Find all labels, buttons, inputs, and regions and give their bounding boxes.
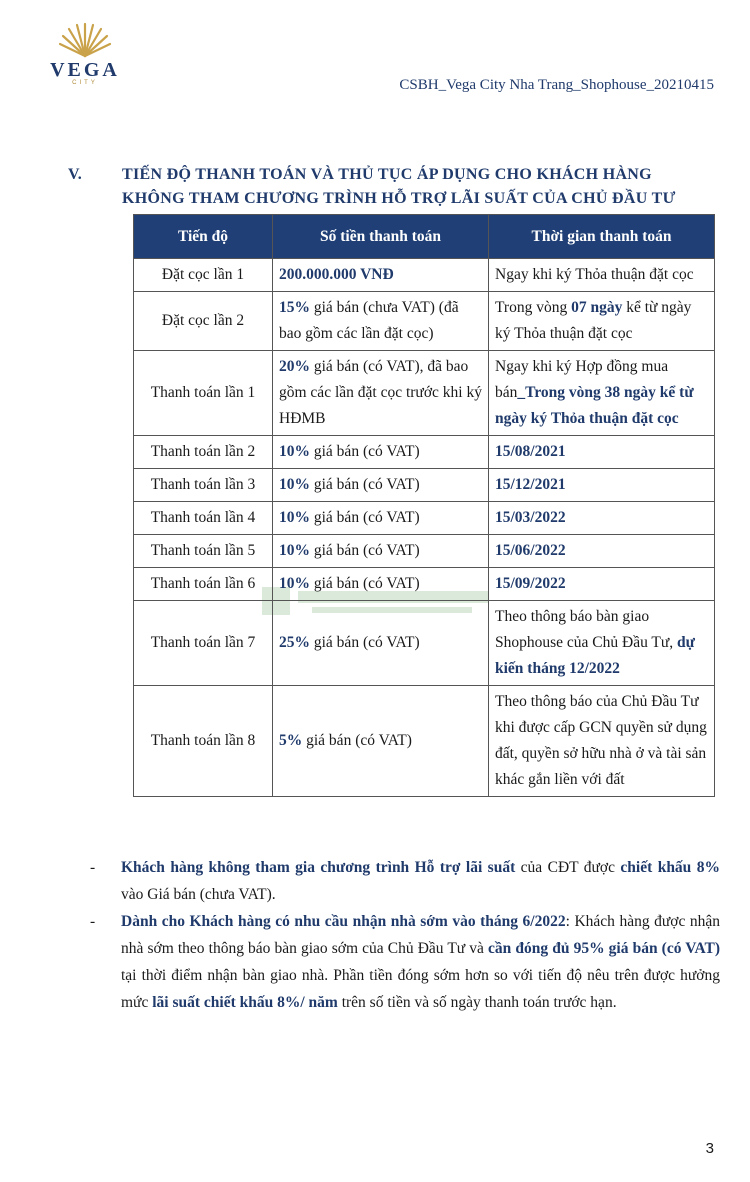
amount-desc: giá bán (có VAT) xyxy=(310,509,420,526)
section-title-line2: KHÔNG THAM CHƯƠNG TRÌNH HỖ TRỢ LÃI SUẤT CỦA CHỦ ĐẦU TƯ xyxy=(122,190,676,207)
payment-date: 15/06/2022 xyxy=(495,542,566,559)
logo-subtitle: CITY xyxy=(72,80,98,86)
section-title-line1: TIẾN ĐỘ THANH TOÁN VÀ THỦ TỤC ÁP DỤNG CHO KHÁCH HÀNG xyxy=(122,166,652,183)
amount-percent: 10% xyxy=(279,443,310,460)
time-bold: 07 ngày xyxy=(571,299,623,316)
payment-schedule-table xyxy=(133,214,715,797)
amount-cell xyxy=(273,292,489,351)
time-cell: Theo thông báo của Chủ Đầu Tư khi được cấp GCN quyền sử dụng đất, quyền sở hữu nhà ở và tài sản khác gắn liền với đất xyxy=(489,686,715,797)
section-number: V. xyxy=(68,166,83,183)
time-cell xyxy=(489,436,715,469)
amount-desc: giá bán (có VAT) xyxy=(302,732,412,749)
note-dash: - xyxy=(90,859,96,876)
stage-cell: Thanh toán lần 3 xyxy=(134,469,273,502)
amount-cell xyxy=(273,469,489,502)
time-cell xyxy=(489,469,715,502)
amount-cell xyxy=(273,686,489,797)
amount-cell xyxy=(273,601,489,686)
amount-desc: giá bán (chưa VAT) (đã bao gồm các lần đặt cọc) xyxy=(279,299,459,342)
stage-cell: Đặt cọc lần 2 xyxy=(134,292,273,351)
stage-cell: Thanh toán lần 1 xyxy=(134,351,273,436)
amount-desc: giá bán (có VAT) xyxy=(310,542,420,559)
note-text: tại thời điểm nhận bàn giao nhà. Phần tiền đóng sớm hơn so với tiến độ nêu trên được hưởng mức xyxy=(121,967,720,1011)
amount-desc: giá bán (có VAT) xyxy=(310,476,420,493)
time-text: Ngay khi ký Hợp đồng mua bán xyxy=(495,358,669,401)
table-header-row xyxy=(134,215,715,259)
time-cell xyxy=(489,535,715,568)
logo-wordmark: VEGA xyxy=(50,59,120,81)
amount-cell xyxy=(273,502,489,535)
header-stage: Tiến độ xyxy=(134,215,273,259)
vega-city-logo xyxy=(40,20,130,90)
table-row xyxy=(134,535,715,568)
amount-cell xyxy=(273,436,489,469)
stage-cell: Thanh toán lần 7 xyxy=(134,601,273,686)
page-number: 3 xyxy=(705,1140,714,1157)
time-cell xyxy=(489,351,715,436)
note-bold: Dành cho Khách hàng có nhu cầu nhận nhà sớm vào tháng 6/2022 xyxy=(121,913,566,930)
header-time: Thời gian thanh toán xyxy=(489,215,715,259)
note-dash: - xyxy=(90,913,96,930)
payment-date: 15/08/2021 xyxy=(495,443,566,460)
note-text: : Khách hàng được nhận nhà sớm theo thông báo bàn giao sớm của Chủ Đầu Tư và xyxy=(121,913,720,957)
stage-cell: Thanh toán lần 8 xyxy=(134,686,273,797)
note-text: trên số tiền và số ngày thanh toán trước hạn. xyxy=(337,994,617,1011)
table-row xyxy=(134,259,715,292)
amount-cell xyxy=(273,568,489,601)
amount-desc: giá bán (có VAT) xyxy=(310,575,420,592)
table-row xyxy=(134,686,715,797)
stage-cell: Thanh toán lần 5 xyxy=(134,535,273,568)
amount-percent: 20% xyxy=(279,358,310,375)
table-row xyxy=(134,436,715,469)
payment-date: 15/12/2021 xyxy=(495,476,566,493)
time-bold: _Trong vòng 38 ngày kể từ ngày ký Thỏa thuận đặt cọc xyxy=(495,384,694,427)
time-cell xyxy=(489,568,715,601)
time-cell xyxy=(489,601,715,686)
amount-percent: 10% xyxy=(279,542,310,559)
payment-date: 15/03/2022 xyxy=(495,509,566,526)
note-item xyxy=(90,908,720,1016)
amount-percent: 10% xyxy=(279,476,310,493)
amount-value: 200.000.000 VNĐ xyxy=(279,266,394,283)
fan-shell-icon xyxy=(57,20,113,58)
amount-percent: 10% xyxy=(279,575,310,592)
table-row xyxy=(134,469,715,502)
header-amount: Số tiền thanh toán xyxy=(273,215,489,259)
amount-percent: 10% xyxy=(279,509,310,526)
amount-percent: 15% xyxy=(279,299,310,316)
table-row xyxy=(134,502,715,535)
section-heading xyxy=(68,163,728,211)
table-row xyxy=(134,601,715,686)
time-text-after: kể từ ngày ký Thỏa thuận đặt cọc xyxy=(495,299,692,342)
amount-desc: giá bán (có VAT) xyxy=(310,634,420,651)
amount-cell xyxy=(273,351,489,436)
notes-list xyxy=(90,854,720,1016)
stage-cell: Thanh toán lần 6 xyxy=(134,568,273,601)
note-item xyxy=(90,854,720,908)
document-code: CSBH_Vega City Nha Trang_Shophouse_20210415 xyxy=(399,77,714,93)
amount-cell xyxy=(273,535,489,568)
note-bold: cần đóng đủ 95% giá bán (có VAT) xyxy=(488,940,721,957)
stage-cell: Thanh toán lần 2 xyxy=(134,436,273,469)
stage-cell: Thanh toán lần 4 xyxy=(134,502,273,535)
time-bold: dự kiến tháng 12/2022 xyxy=(495,634,695,677)
amount-percent: 5% xyxy=(279,732,303,749)
time-cell xyxy=(489,292,715,351)
payment-date: 15/09/2022 xyxy=(495,575,566,592)
table-row xyxy=(134,292,715,351)
note-bold: lãi suất chiết khấu 8%/ năm xyxy=(152,994,338,1011)
note-bold: Khách hàng không tham gia chương trình Hỗ trợ lãi suất xyxy=(121,859,516,876)
note-bold: chiết khấu 8% xyxy=(620,859,720,876)
amount-desc: giá bán (có VAT) xyxy=(310,443,420,460)
time-cell: Ngay khi ký Thỏa thuận đặt cọc xyxy=(489,259,715,292)
amount-percent: 25% xyxy=(279,634,310,651)
time-text: Trong vòng xyxy=(495,299,572,316)
table-row xyxy=(134,568,715,601)
note-text: vào Giá bán (chưa VAT). xyxy=(121,886,276,903)
time-text: Theo thông báo bàn giao Shophouse của Chủ Đầu Tư, xyxy=(495,608,678,651)
stage-cell: Đặt cọc lần 1 xyxy=(134,259,273,292)
amount-cell xyxy=(273,259,489,292)
time-cell xyxy=(489,502,715,535)
table-row xyxy=(134,351,715,436)
amount-desc: giá bán (có VAT), đã bao gồm các lần đặt cọc trước khi ký HĐMB xyxy=(279,358,482,427)
note-text: của CĐT được xyxy=(515,859,621,876)
